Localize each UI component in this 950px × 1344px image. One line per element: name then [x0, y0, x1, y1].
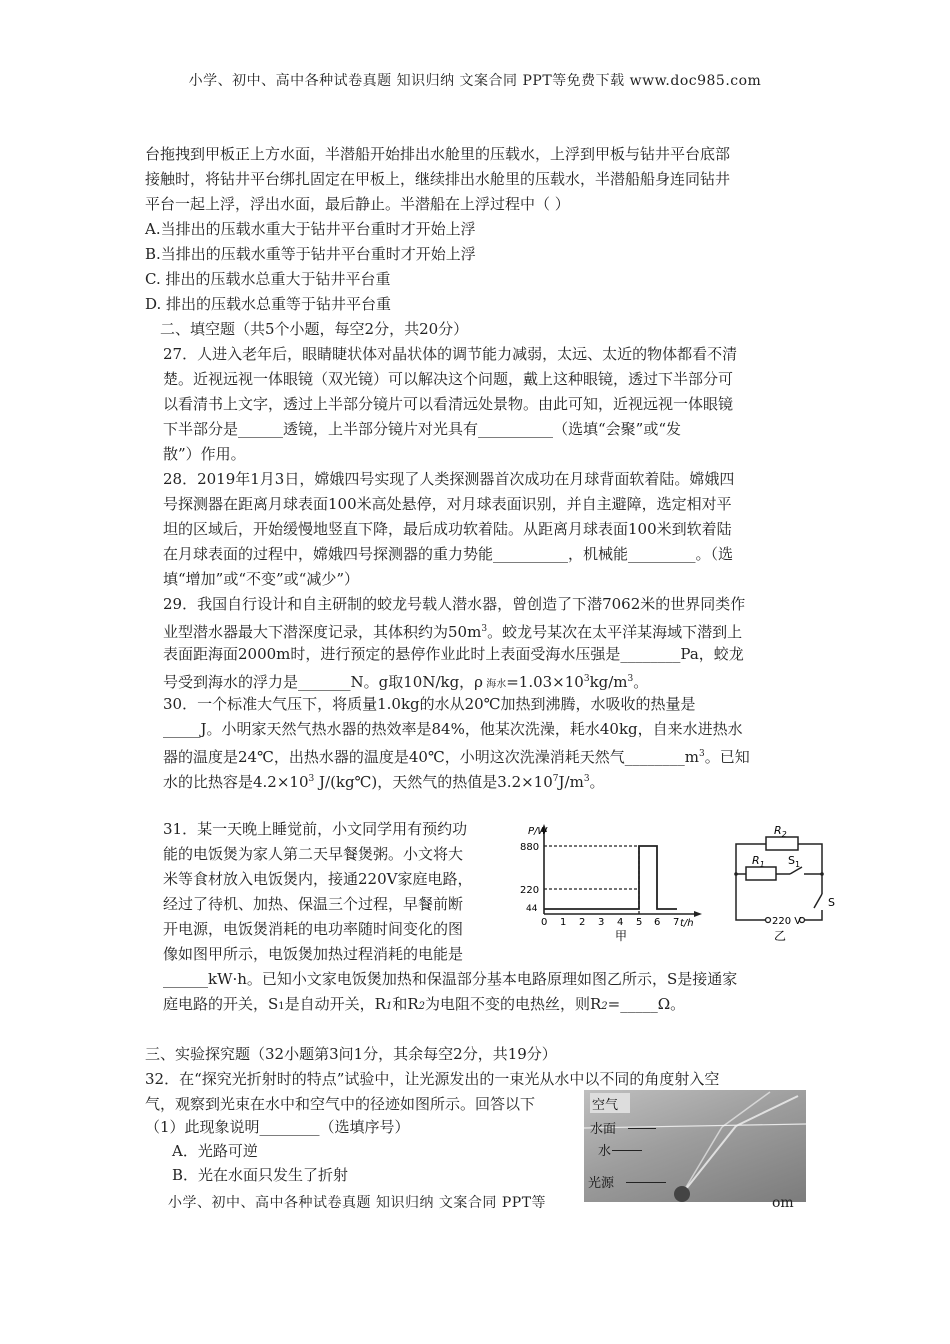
q27-line-5: 散”）作用。: [163, 445, 246, 463]
label-voltage: 220 V: [772, 916, 802, 927]
label-r2: $R_2$: [774, 824, 787, 839]
xtick-1: 1: [560, 917, 567, 928]
xtick-7: 7: [673, 917, 680, 928]
q31-line-4: 经过了待机、加热、保温三个过程，早餐前断: [163, 895, 464, 913]
q31-line-1: 31．某一天晚上睡觉前，小文同学用有预约功: [163, 820, 468, 838]
photo-label-water: 水: [598, 1144, 612, 1159]
q27-line-2: 楚。近视远视一体眼镜（双光镜）可以解决这个问题，戴上这种眼镜，透过下半部分可: [163, 370, 734, 388]
xtick-0: 0: [541, 917, 548, 928]
section-2-title: 二、填空题（共5个小题，每空2分，共20分）: [160, 320, 469, 338]
q30-line-1: 30．一个标准大气压下，将质量1.0kg的水从20℃加热到沸腾，水吸收的热量是: [163, 695, 696, 713]
q26-option-b: B.当排出的压载水重等于钻井平台重时才开始上浮: [145, 245, 476, 263]
circuit-caption: 乙: [774, 929, 787, 943]
photo-label-surface: 水面: [590, 1122, 617, 1137]
xtick-4: 4: [617, 917, 624, 928]
q29-line-2: 业型潜水器最大下潜深度记录，其体积约为$50m^3$。蛟龙号某次在太平洋某海域下潜到上: [163, 623, 743, 641]
ytick-44: 44: [526, 904, 538, 914]
q32-line-2a: 气，观察到光束在水中和空气中的径迹如图所示。回答以下: [145, 1095, 536, 1113]
page-footer-right: om: [772, 1195, 794, 1211]
power-time-graph: [518, 822, 703, 944]
section-3-title: 三、实验探究题（32小题第3问1分，其余每空2分，共19分）: [145, 1045, 557, 1063]
q31-line-6: 像如图甲所示，电饭煲加热过程消耗的电能是: [163, 945, 464, 963]
graph-caption: 甲: [615, 929, 628, 943]
refraction-photo: [584, 1090, 806, 1202]
xtick-6: 6: [654, 917, 661, 928]
q32-option-b: B．光在水面只发生了折射: [172, 1166, 349, 1184]
water-surface-line: [584, 1124, 806, 1128]
q29-line-1: 29．我国自行设计和自主研制的蛟龙号载人潜水器，曾创造了下潜7062米的世界同类作: [163, 595, 746, 613]
q28-line-4: 在月球表面的过程中，嫦娥四号探测器的重力势能__________，机械能_________。（选: [163, 545, 734, 563]
q26-line-3: 平台一起上浮，浮出水面，最后静止。半潜船在上浮过程中（ ）: [145, 195, 570, 213]
page-footer: 小学、初中、高中各种试卷真题 知识归纳 文案合同 PPT等: [168, 1195, 547, 1211]
ytick-880: 880: [520, 842, 540, 853]
light-source: [674, 1186, 690, 1202]
q26-line-1: 台拖拽到甲板正上方水面，半潜船开始排出水舱里的压载水，上浮到甲板与钻井平台底部: [145, 145, 731, 163]
q27-line-3: 以看清书上文字，透过上半部分镜片可以看清远处景物。由此可知，近视远视一体眼镜: [163, 395, 734, 413]
q28-line-2: 号探测器在距离月球表面100米高处悬停，对月球表面识别，并自主避障，选定相对平: [163, 495, 732, 513]
label-r1: $R_1$: [752, 854, 765, 869]
q28-line-3: 坦的区域后，开始缓慢地竖直下降，最后成功软着陆。从距离月球表面100米到软着陆: [163, 520, 732, 538]
q30-line-2: _____J。小明家天然气热水器的热效率是84%，他某次洗澡，耗水40kg，自来水进热水: [163, 720, 743, 738]
photo-label-source: 光源: [588, 1176, 615, 1191]
photo-label-air: 空气: [592, 1098, 619, 1113]
q32-line-3: （1）此现象说明________（选填序号）: [145, 1118, 410, 1136]
q31-line-7: ______kW·h。已知小文家电饭煲加热和保温部分基本电路原理如图乙所示，S是接通家: [163, 970, 738, 988]
q29-line-4: 号受到海水的浮力是_______N。g取10N/kg，ρ 海水$=1.03\times 10^3kg/m^3$。: [163, 673, 649, 691]
xtick-5: 5: [636, 917, 643, 928]
xtick-2: 2: [579, 917, 586, 928]
q27-line-4: 下半部分是______透镜，上半部分镜片对光具有__________（选填“会聚”或“发: [163, 420, 682, 438]
graph-xlabel: t/h: [680, 918, 694, 929]
xtick-3: 3: [598, 917, 605, 928]
page-header: 小学、初中、高中各种试卷真题 知识归纳 文案合同 PPT等免费下载 www.doc985.com: [188, 73, 762, 89]
circuit-diagram: [722, 822, 844, 944]
q29-line-3: 表面距海面2000m时，进行预定的悬停作业此时上表面受海水压强是________Pa，蛟龙: [163, 645, 744, 663]
q30-line-4: 水的比热容是$4.2\times 10^3$ J/(kg℃)，天然气的热值是$3.2\times 10^7J/m^3$。: [163, 773, 605, 791]
q26-option-d: D. 排出的压载水总重等于钻井平台重: [145, 295, 392, 313]
graph-ylabel: P/W: [528, 826, 548, 837]
q28-line-5: 填“增加”或“不变”或“减少”）: [163, 570, 360, 588]
switch-s: [814, 894, 822, 908]
ytick-220: 220: [520, 885, 540, 896]
q26-line-2: 接触时，将钻井平台绑扎固定在甲板上，继续排出水舱里的压载水，半潜船船身连同钻井: [145, 170, 731, 188]
power-curve: [544, 846, 677, 909]
q30-line-3: 器的温度是24℃，出热水器的温度是40℃，小明这次洗澡消耗天然气$\_\_\_\_\_\_\_\_m^3$。已知: [163, 748, 750, 766]
label-s1: $S_1$: [788, 854, 801, 869]
q32-option-a: A．光路可逆: [172, 1142, 258, 1160]
q31-line-5: 开电源，电饭煲消耗的电功率随时间变化的图: [163, 920, 464, 938]
q26-option-c: C. 排出的压载水总重大于钻井平台重: [145, 270, 391, 288]
q28-line-1: 28．2019年1月3日，嫦娥四号实现了人类探测器首次成功在月球背面软着陆。嫦娥四: [163, 470, 735, 488]
q26-option-a: A.当排出的压载水重大于钻井平台重时才开始上浮: [145, 220, 476, 238]
q31-line-8: 庭电路的开关，S1是自动开关，R1和R2为电阻不变的电热丝，则R2=_____Ω。: [163, 995, 686, 1013]
q31-line-2: 能的电饭煲为家人第二天早餐煲粥。小文将大: [163, 845, 464, 863]
label-s: S: [828, 896, 835, 909]
q32-line-1: 32．在“探究光折射时的特点”试验中，让光源发出的一束光从水中以不同的角度射入空: [145, 1070, 720, 1088]
q31-line-3: 米等食材放入电饭煲内，接通220V家庭电路，: [163, 870, 473, 888]
q27-line-1: 27．人进入老年后，眼睛睫状体对晶状体的调节能力减弱，太远、太近的物体都看不清: [163, 345, 738, 363]
